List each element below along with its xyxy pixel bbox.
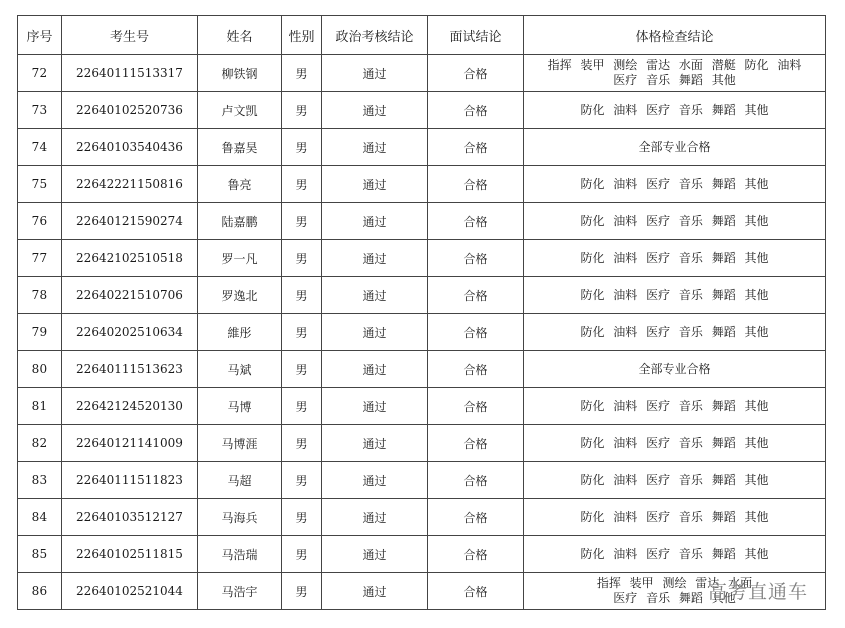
table-row <box>18 203 826 240</box>
cell-physical <box>524 462 826 499</box>
cell-gender: 男 <box>282 388 322 425</box>
cell-gender: 男 <box>282 92 322 129</box>
cell-political: 通过 <box>322 166 428 203</box>
cell-gender: 男 <box>282 55 322 92</box>
cell-exam-no: 22640111513317 <box>62 55 198 92</box>
cell-name: 罗一凡 <box>198 240 282 277</box>
cell-seq: 83 <box>18 462 62 499</box>
cell-seq: 73 <box>18 92 62 129</box>
cell-interview: 合格 <box>428 573 524 610</box>
physical-line: 防化 油料 医疗 音乐 舞蹈 其他 <box>580 435 769 450</box>
cell-physical <box>524 499 826 536</box>
cell-exam-no: 22642124520130 <box>62 388 198 425</box>
cell-exam-no: 22640202510634 <box>62 314 198 351</box>
cell-interview: 合格 <box>428 499 524 536</box>
physical-line: 防化 油料 医疗 音乐 舞蹈 其他 <box>580 250 769 265</box>
cell-physical <box>524 425 826 462</box>
cell-gender: 男 <box>282 129 322 166</box>
cell-gender: 男 <box>282 314 322 351</box>
cell-gender: 男 <box>282 462 322 499</box>
physical-line: 防化 油料 医疗 音乐 舞蹈 其他 <box>580 398 769 413</box>
cell-physical <box>524 240 826 277</box>
physical-line: 全部专业合格 <box>638 361 711 376</box>
physical-line: 指挥 装甲 测绘 雷达 水面 <box>596 576 753 590</box>
table-row <box>18 536 826 573</box>
table-row <box>18 55 826 92</box>
cell-seq: 80 <box>18 351 62 388</box>
cell-gender: 男 <box>282 203 322 240</box>
cell-interview: 合格 <box>428 314 524 351</box>
physical-line: 防化 油料 医疗 音乐 舞蹈 其他 <box>580 546 769 561</box>
cell-interview: 合格 <box>428 129 524 166</box>
table-row <box>18 462 826 499</box>
cell-exam-no: 22640111511823 <box>62 462 198 499</box>
results-table <box>17 15 826 610</box>
cell-seq: 77 <box>18 240 62 277</box>
cell-physical <box>524 314 826 351</box>
cell-interview: 合格 <box>428 203 524 240</box>
cell-gender: 男 <box>282 351 322 388</box>
cell-interview: 合格 <box>428 462 524 499</box>
cell-name: 马超 <box>198 462 282 499</box>
physical-line: 防化 油料 医疗 音乐 舞蹈 其他 <box>580 287 769 302</box>
cell-exam-no: 22642102510518 <box>62 240 198 277</box>
cell-physical <box>524 55 826 92</box>
cell-exam-no: 22640121141009 <box>62 425 198 462</box>
cell-political: 通过 <box>322 314 428 351</box>
cell-name: 陆嘉鹏 <box>198 203 282 240</box>
cell-political: 通过 <box>322 240 428 277</box>
cell-seq: 76 <box>18 203 62 240</box>
cell-interview: 合格 <box>428 277 524 314</box>
cell-exam-no: 22640103512127 <box>62 499 198 536</box>
cell-interview: 合格 <box>428 92 524 129</box>
cell-political: 通过 <box>322 425 428 462</box>
cell-political: 通过 <box>322 129 428 166</box>
cell-physical <box>524 388 826 425</box>
cell-seq: 79 <box>18 314 62 351</box>
cell-gender: 男 <box>282 425 322 462</box>
cell-political: 通过 <box>322 536 428 573</box>
cell-gender: 男 <box>282 573 322 610</box>
cell-interview: 合格 <box>428 55 524 92</box>
table-body <box>18 55 826 610</box>
cell-name: 马斌 <box>198 351 282 388</box>
table-row <box>18 351 826 388</box>
physical-line: 医疗 音乐 舞蹈 其他 <box>613 591 736 605</box>
physical-line: 全部专业合格 <box>638 139 711 154</box>
table-row <box>18 240 826 277</box>
table-row <box>18 425 826 462</box>
cell-exam-no: 22640102520736 <box>62 92 198 129</box>
cell-name: 马浩瑞 <box>198 536 282 573</box>
physical-line: 防化 油料 医疗 音乐 舞蹈 其他 <box>580 102 769 117</box>
cell-name: 马浩宇 <box>198 573 282 610</box>
cell-exam-no: 22640102511815 <box>62 536 198 573</box>
cell-exam-no: 22640121590274 <box>62 203 198 240</box>
cell-name: 鲁亮 <box>198 166 282 203</box>
table-row <box>18 388 826 425</box>
cell-seq: 82 <box>18 425 62 462</box>
cell-name: 柳铁钢 <box>198 55 282 92</box>
cell-interview: 合格 <box>428 351 524 388</box>
cell-gender: 男 <box>282 277 322 314</box>
cell-political: 通过 <box>322 388 428 425</box>
cell-political: 通过 <box>322 573 428 610</box>
cell-political: 通过 <box>322 462 428 499</box>
cell-interview: 合格 <box>428 240 524 277</box>
cell-interview: 合格 <box>428 425 524 462</box>
header-interview: 面试结论 <box>428 16 524 55</box>
cell-gender: 男 <box>282 499 322 536</box>
cell-physical <box>524 92 826 129</box>
cell-seq: 74 <box>18 129 62 166</box>
cell-name: 卢文凯 <box>198 92 282 129</box>
physical-line: 防化 油料 医疗 音乐 舞蹈 其他 <box>580 324 769 339</box>
cell-physical <box>524 351 826 388</box>
cell-name: 罗逸北 <box>198 277 282 314</box>
cell-exam-no: 22642221150816 <box>62 166 198 203</box>
cell-interview: 合格 <box>428 388 524 425</box>
cell-seq: 72 <box>18 55 62 92</box>
cell-seq: 81 <box>18 388 62 425</box>
header-exam-no: 考生号 <box>62 16 198 55</box>
cell-seq: 86 <box>18 573 62 610</box>
header-gender: 性别 <box>282 16 322 55</box>
cell-exam-no: 22640103540436 <box>62 129 198 166</box>
cell-seq: 85 <box>18 536 62 573</box>
cell-physical <box>524 277 826 314</box>
cell-political: 通过 <box>322 203 428 240</box>
header-seq: 序号 <box>18 16 62 55</box>
table-row <box>18 129 826 166</box>
header-row <box>18 16 826 55</box>
table-row <box>18 166 826 203</box>
cell-seq: 78 <box>18 277 62 314</box>
cell-name: 鲁嘉昊 <box>198 129 282 166</box>
table-row <box>18 573 826 610</box>
table-row <box>18 499 826 536</box>
physical-line: 防化 油料 医疗 音乐 舞蹈 其他 <box>580 213 769 228</box>
table-row <box>18 277 826 314</box>
cell-exam-no: 22640221510706 <box>62 277 198 314</box>
cell-physical <box>524 203 826 240</box>
physical-line: 防化 油料 医疗 音乐 舞蹈 其他 <box>580 509 769 524</box>
cell-gender: 男 <box>282 166 322 203</box>
cell-name: 马海兵 <box>198 499 282 536</box>
header-name: 姓名 <box>198 16 282 55</box>
cell-interview: 合格 <box>428 536 524 573</box>
cell-political: 通过 <box>322 55 428 92</box>
physical-line: 医疗 音乐 舞蹈 其他 <box>613 73 736 87</box>
header-political: 政治考核结论 <box>322 16 428 55</box>
cell-gender: 男 <box>282 536 322 573</box>
cell-name: 維彤 <box>198 314 282 351</box>
cell-gender: 男 <box>282 240 322 277</box>
physical-line: 防化 油料 医疗 音乐 舞蹈 其他 <box>580 176 769 191</box>
cell-political: 通过 <box>322 92 428 129</box>
cell-seq: 84 <box>18 499 62 536</box>
table-row <box>18 92 826 129</box>
table-row <box>18 314 826 351</box>
cell-physical <box>524 536 826 573</box>
cell-exam-no: 22640102521044 <box>62 573 198 610</box>
cell-interview: 合格 <box>428 166 524 203</box>
cell-seq: 75 <box>18 166 62 203</box>
cell-name: 马博涯 <box>198 425 282 462</box>
cell-political: 通过 <box>322 351 428 388</box>
cell-physical <box>524 129 826 166</box>
cell-political: 通过 <box>322 499 428 536</box>
physical-line: 指挥 装甲 测绘 雷达 水面 潜艇 防化 油料 <box>547 58 802 72</box>
cell-name: 马博 <box>198 388 282 425</box>
physical-line: 防化 油料 医疗 音乐 舞蹈 其他 <box>580 472 769 487</box>
header-physical: 体格检查结论 <box>524 16 826 55</box>
cell-exam-no: 22640111513623 <box>62 351 198 388</box>
cell-political: 通过 <box>322 277 428 314</box>
watermark-text: 高考直通车 <box>708 581 809 603</box>
cell-physical <box>524 166 826 203</box>
